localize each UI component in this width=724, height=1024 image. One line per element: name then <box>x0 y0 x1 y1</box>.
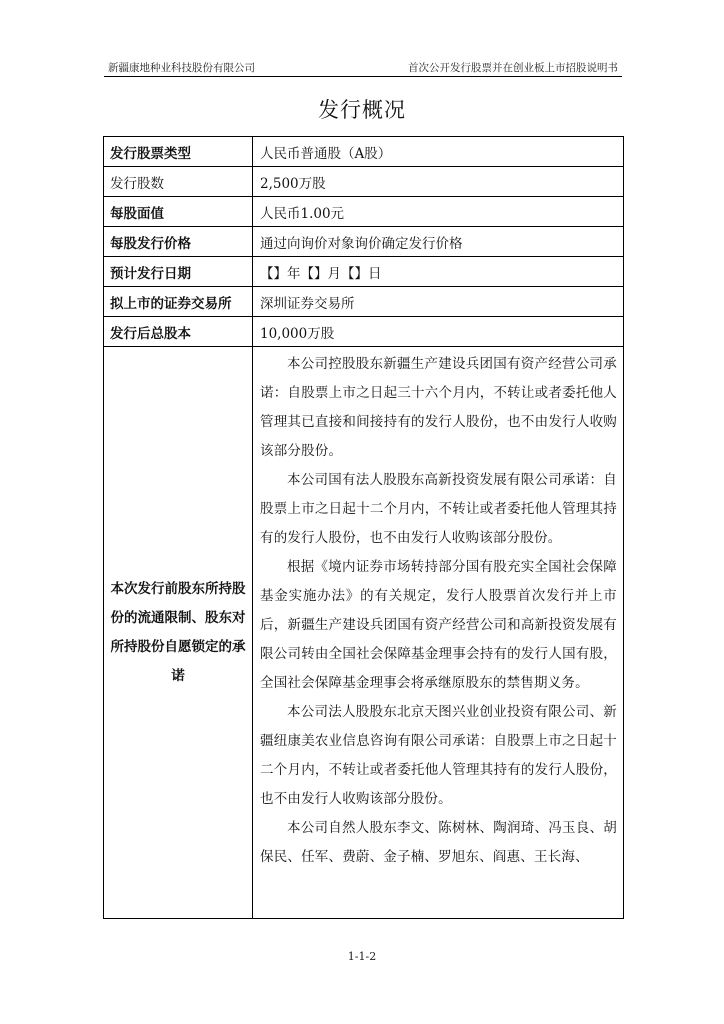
row-value: 通过向询价对象询价确定发行价格 <box>253 227 624 257</box>
table-row-lockup <box>104 347 624 919</box>
page-title: 发行概况 <box>318 98 406 122</box>
row-value: 10,000万股 <box>253 317 624 347</box>
row-label: 发行后总股本 <box>104 317 253 347</box>
row-value: 深圳证券交易所 <box>253 287 624 317</box>
lockup-paragraph: 根据《境内证券市场转持部分国有股充实全国社会保障基金实施办法》的有关规定，发行人股票首次发行并上市后，新疆生产建设兵团国有资产经营公司和高新投资发展有限公司转由全国社会保障基金理事会持有的发行人国有股，全国社会保障基金理事会将承继原股东的禁售期义务。 <box>260 559 617 691</box>
header-rule <box>104 76 622 77</box>
lockup-paragraph: 本公司控股股东新疆生产建设兵团国有资产经营公司承诺：自股票上市之日起三十六个月内，不转让或者委托他人管理其已直接和间接持有的发行人股份，也不由发行人收购该部分股份。 <box>260 356 617 459</box>
table-row-issue-date <box>104 257 624 287</box>
row-label: 拟上市的证券交易所 <box>104 287 253 317</box>
row-label: 每股面值 <box>104 197 253 227</box>
header-document-title: 首次公开发行股票并在创业板上市招股说明书 <box>408 62 618 74</box>
row-value: 2,500万股 <box>253 167 624 197</box>
row-label: 预计发行日期 <box>104 257 253 287</box>
header-company-name: 新疆康地种业科技股份有限公司 <box>108 62 255 74</box>
table-row-total-shares <box>104 317 624 347</box>
row-value: 【】年【】月【】日 <box>253 257 624 287</box>
lockup-content <box>253 347 624 919</box>
table-row-issue-price <box>104 227 624 257</box>
table-row-stock-type <box>104 137 624 167</box>
lockup-paragraph: 本公司自然人股东李文、陈树林、陶润琦、冯玉良、胡保民、任军、费蔚、金子楠、罗旭东、阎惠、王长海、 <box>260 820 617 865</box>
running-header <box>104 58 622 76</box>
lockup-label: 本次发行前股东所持股份的流通限制、股东对所持股份自愿锁定的承诺 <box>104 347 253 919</box>
row-label: 发行股数 <box>104 167 253 197</box>
table-row-exchange <box>104 287 624 317</box>
row-value: 人民币普通股（A股） <box>253 137 624 167</box>
lockup-paragraph: 本公司法人股股东北京天图兴业创业投资有限公司、新疆纽康美农业信息咨询有限公司承诺：自股票上市之日起十二个月内，不转让或者委托他人管理其持有的发行人股份，也不由发行人收购该部分股份。 <box>260 704 617 807</box>
offering-table <box>103 136 624 919</box>
lockup-paragraph: 本公司国有法人股股东高新投资发展有限公司承诺：自股票上市之日起十二个月内，不转让或者委托他人管理其持有的发行人股份，也不由发行人收购该部分股份。 <box>260 472 617 546</box>
page-number: 1-1-2 <box>347 950 377 963</box>
table-row-par-value <box>104 197 624 227</box>
row-label: 每股发行价格 <box>104 227 253 257</box>
table-row-share-count <box>104 167 624 197</box>
row-label: 发行股票类型 <box>104 137 253 167</box>
row-value: 人民币1.00元 <box>253 197 624 227</box>
